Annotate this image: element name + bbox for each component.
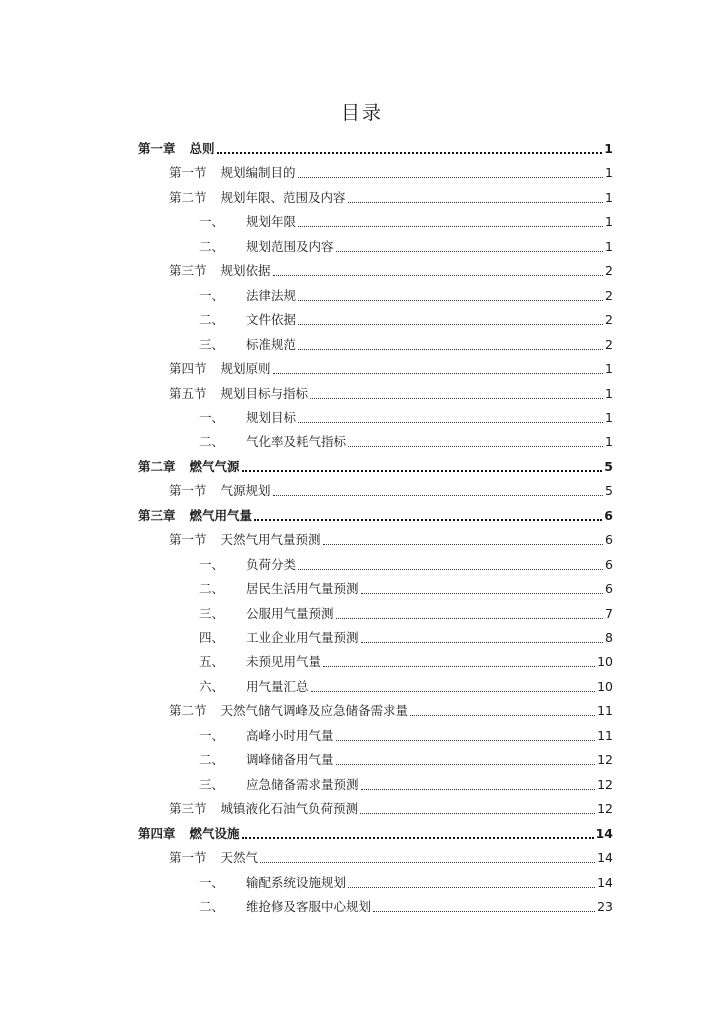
toc-entry-number: 一、: [199, 556, 225, 572]
dot-leader: [323, 665, 595, 667]
dot-leader: [254, 518, 602, 521]
toc-entry-number: 二、: [199, 898, 225, 914]
toc-entry-title: 天然气: [220, 850, 259, 866]
dot-leader: [361, 592, 604, 594]
toc-entry-number: 第一节: [169, 165, 207, 181]
dot-leader: [298, 299, 603, 301]
toc-entry-number: 第一节: [169, 483, 207, 499]
toc-entry-number: 第四节: [169, 361, 207, 377]
dot-leader: [298, 225, 603, 227]
toc-page-number: 1: [605, 385, 613, 401]
toc-entry-number: 第五节: [169, 385, 207, 401]
dot-leader: [336, 617, 604, 619]
toc-entry-title: 未预见用气量: [246, 654, 322, 670]
dot-leader: [242, 469, 603, 472]
toc-page-number: 11: [597, 727, 613, 743]
dot-leader: [298, 568, 603, 570]
toc-entry-title: 规划依据: [220, 263, 271, 279]
toc-subsection[interactable]: [199, 280, 613, 304]
toc-subsection[interactable]: [199, 549, 613, 573]
toc-entry-title: 应急储备需求量预测: [246, 776, 359, 792]
toc-subsection[interactable]: [199, 231, 613, 255]
toc-page-number: 1: [604, 141, 613, 156]
toc-entry-number: 第一节: [169, 532, 207, 548]
toc-entry-number: 二、: [199, 581, 225, 597]
toc-subsection[interactable]: [199, 426, 613, 450]
toc-entry-title: 规划年限、范围及内容: [220, 189, 346, 205]
toc-entry-title: 总则: [189, 141, 215, 156]
toc-chapter[interactable]: [138, 500, 613, 524]
toc-subsection[interactable]: [199, 402, 613, 426]
toc-subsection[interactable]: [199, 622, 613, 646]
toc-entry-title: 负荷分类: [246, 556, 297, 572]
toc-entry-number: 六、: [199, 678, 225, 694]
toc-entry-number: 二、: [199, 752, 225, 768]
toc-entry-title: 高峰小时用气量: [246, 727, 334, 743]
toc-subsection[interactable]: [199, 206, 613, 230]
toc-subsection[interactable]: [199, 720, 613, 744]
toc-entry-number: 第二章: [138, 458, 176, 474]
toc-page-number: 2: [605, 336, 613, 352]
toc-page-number: 2: [605, 287, 613, 303]
dot-leader: [410, 714, 595, 716]
dot-leader: [217, 151, 603, 154]
dot-leader: [348, 201, 604, 203]
dot-leader: [273, 372, 604, 374]
toc-page-number: 8: [605, 630, 613, 645]
toc-entry-title: 维抢修及客服中心规划: [246, 898, 372, 914]
toc-section[interactable]: [169, 353, 613, 377]
toc-subsection[interactable]: [199, 867, 613, 891]
dot-leader: [260, 861, 595, 863]
toc-page-number: 12: [597, 752, 613, 768]
toc-entry-title: 用气量汇总: [246, 678, 309, 694]
toc-page-number: 6: [605, 532, 613, 548]
toc-subsection[interactable]: [199, 598, 613, 622]
toc-entry-title: 天然气储气调峰及应急储备需求量: [220, 703, 409, 719]
toc-chapter[interactable]: [138, 451, 613, 475]
dot-leader: [298, 421, 603, 423]
toc-section[interactable]: [169, 524, 613, 548]
toc-subsection[interactable]: [199, 646, 613, 670]
toc-entry-number: 二、: [199, 434, 225, 450]
toc-page-number: 14: [597, 850, 613, 866]
toc-entry-title: 燃气用气量: [189, 507, 253, 523]
dot-leader: [273, 274, 604, 276]
toc-entry-title: 调峰储备用气量: [246, 752, 334, 768]
toc-entry-number: 第三节: [169, 801, 207, 817]
toc-subsection[interactable]: [199, 671, 613, 695]
toc-entry-title: 规划目标: [246, 409, 297, 425]
toc-section[interactable]: [169, 378, 613, 402]
toc-entry-title: 燃气气源: [189, 458, 240, 474]
dot-leader: [360, 812, 595, 814]
toc-entry-title: 输配系统设施规划: [246, 874, 347, 890]
toc-page-number: 6: [605, 581, 613, 597]
dot-leader: [311, 690, 596, 692]
toc-entry-number: 第一章: [138, 141, 176, 156]
toc-page-number: 6: [605, 556, 613, 572]
toc-entry-number: 三、: [199, 776, 225, 792]
toc-entry-number: 第三章: [138, 507, 176, 523]
dot-leader: [242, 836, 594, 839]
toc-entry-number: 一、: [199, 287, 225, 303]
toc-page-number: 10: [597, 654, 613, 670]
toc-entry-number: 第二节: [169, 189, 207, 205]
toc-entry-number: 第二节: [169, 703, 207, 719]
toc-section[interactable]: [169, 157, 613, 181]
toc-entry-title: 燃气设施: [189, 825, 240, 841]
dot-leader: [273, 494, 604, 496]
toc-entry-title: 气源规划: [220, 483, 271, 499]
page-title: 目录: [340, 102, 383, 124]
toc-entry-title: 气化率及耗气指标: [246, 434, 347, 450]
toc-entry-title: 规划目标与指标: [220, 385, 309, 401]
toc-entry-number: 一、: [199, 727, 225, 743]
toc-entry-title: 工业企业用气量预测: [246, 630, 359, 645]
toc-page-number: 10: [597, 678, 613, 694]
dot-leader: [336, 763, 596, 765]
toc-entry-title: 标准规范: [246, 336, 297, 352]
toc-section[interactable]: [169, 793, 613, 817]
toc-entry-number: 一、: [199, 214, 225, 230]
dot-leader: [298, 323, 603, 325]
toc-entry-title: 居民生活用气量预测: [246, 581, 359, 597]
toc-page-number: 12: [597, 801, 613, 817]
dot-leader: [361, 641, 604, 643]
dot-leader: [298, 348, 603, 350]
toc-section[interactable]: [169, 475, 613, 499]
dot-leader: [323, 543, 604, 545]
toc-entry-number: 三、: [199, 336, 225, 352]
toc-page-number: 1: [605, 189, 613, 205]
toc-entry-number: 第三节: [169, 263, 207, 279]
toc-subsection[interactable]: [199, 744, 613, 768]
toc-page-number: 1: [605, 214, 613, 230]
toc-entry-number: 五、: [199, 654, 225, 670]
toc-section[interactable]: [169, 182, 613, 206]
toc-entry-number: 一、: [199, 409, 225, 425]
toc-page-number: 12: [597, 776, 613, 792]
toc-entry-number: 四、: [199, 630, 225, 645]
toc-entry-number: 二、: [199, 238, 225, 254]
toc-entry-title: 公服用气量预测: [246, 605, 334, 621]
dot-leader: [373, 910, 595, 912]
dot-leader: [361, 788, 596, 790]
toc-entry-number: 二、: [199, 312, 225, 328]
toc-entry-title: 规划原则: [220, 361, 271, 377]
toc-page-number: 14: [595, 825, 613, 841]
toc-entry-title: 规划年限: [246, 214, 297, 230]
toc-page-number: 14: [597, 874, 613, 890]
toc-entry-title: 文件依据: [246, 312, 297, 328]
toc-chapter[interactable]: [138, 133, 613, 157]
toc-section[interactable]: [169, 255, 613, 279]
toc-subsection[interactable]: [199, 304, 613, 328]
toc-page-number: 2: [605, 312, 613, 328]
toc-entry-number: 一、: [199, 874, 225, 890]
toc-entry-title: 城镇液化石油气负荷预测: [220, 801, 359, 817]
dot-leader: [336, 739, 596, 741]
toc-subsection[interactable]: [199, 573, 613, 597]
toc-section[interactable]: [169, 842, 613, 866]
toc-page-number: 5: [604, 458, 613, 474]
toc-subsection[interactable]: [199, 891, 613, 915]
toc-page-number: 1: [605, 165, 613, 181]
toc-page-number: 11: [597, 703, 613, 719]
toc-entry-number: 第一节: [169, 850, 207, 866]
toc-page-number: 1: [605, 434, 613, 450]
toc-entry-title: 规划范围及内容: [246, 238, 334, 254]
toc-section[interactable]: [169, 695, 613, 719]
dot-leader: [348, 445, 603, 447]
toc-page-number: 23: [597, 898, 613, 914]
toc-page-number: 1: [605, 361, 613, 377]
toc-page-number: 2: [605, 263, 613, 279]
toc-subsection[interactable]: [199, 769, 613, 793]
toc-entry-number: 三、: [199, 605, 225, 621]
toc-page-number: 1: [605, 238, 613, 254]
dot-leader: [310, 397, 603, 399]
dot-leader: [298, 176, 604, 178]
toc-entry-title: 天然气用气量预测: [220, 532, 321, 548]
toc-chapter[interactable]: [138, 818, 613, 842]
toc-page-number: 1: [605, 409, 613, 425]
toc-page-number: 6: [604, 507, 613, 523]
toc-entry-title: 法律法规: [246, 287, 297, 303]
toc-subsection[interactable]: [199, 329, 613, 353]
toc-page-number: 5: [605, 483, 613, 499]
toc-entry-title: 规划编制目的: [220, 165, 296, 181]
toc-page-number: 7: [605, 605, 613, 621]
dot-leader: [336, 250, 604, 252]
toc-entry-number: 第四章: [138, 825, 176, 841]
dot-leader: [348, 886, 595, 888]
